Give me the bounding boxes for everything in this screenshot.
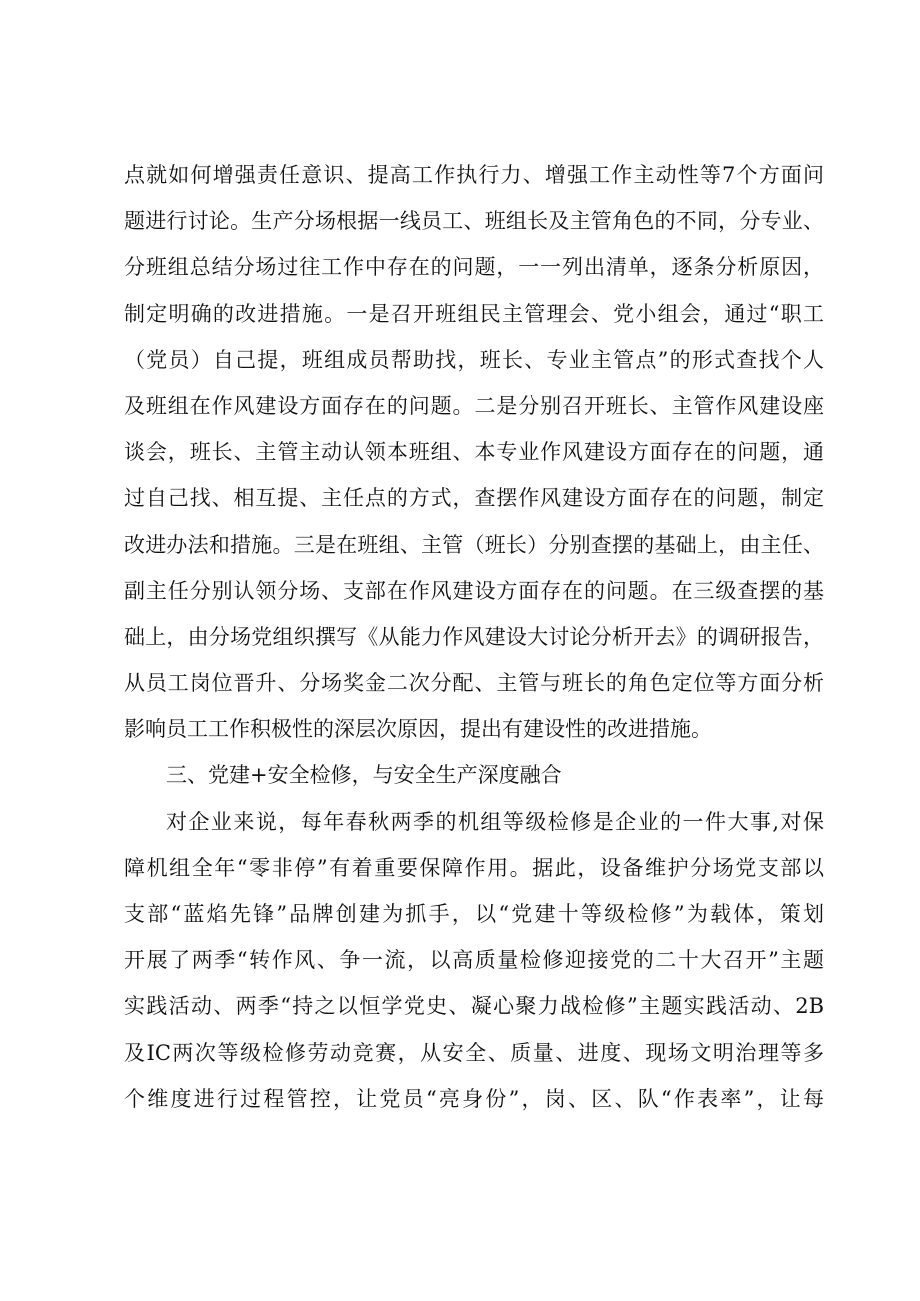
text-line: 实践活动、两季“持之以恒学党史、凝心聚力战检修”主题实践活动、2B <box>124 994 824 1019</box>
section-heading <box>124 752 824 798</box>
text-line: 题进行讨论。生产分场根据一线员工、班组长及主管角色的不同，分专业、 <box>124 209 824 234</box>
text-line: 础上，由分场党组织撰写《从能力作风建设大讨论分析开去》的调研报告， <box>124 624 824 649</box>
text-line: 制定明确的改进措施。一是召开班组民主管理会、党小组会，通过“职工 <box>124 301 824 326</box>
paragraph-2 <box>124 799 824 1122</box>
text-line: 点就如何增强责任意识、提高工作执行力、增强工作主动性等7个方面问 <box>124 163 824 187</box>
text-line: 影响员工工作积极性的深层次原因，提出有建设性的改进措施。 <box>124 717 712 742</box>
text-line: 改进办法和措施。三是在班组、主管（班长）分别查摆的基础上，由主任、 <box>124 532 824 557</box>
text-line: 对企业来说，每年春秋两季的机组等级检修是企业的一件大事,对保 <box>166 809 824 834</box>
text-line: 障机组全年“零非停”有着重要保障作用。据此，设备维护分场党支部以 <box>124 855 824 880</box>
document-body <box>124 152 824 1122</box>
text-line: 过自己找、相互提、主任点的方式，查摆作风建设方面存在的问题，制定 <box>124 486 824 511</box>
paragraph-1 <box>124 152 824 752</box>
heading-text: 三、党建+安全检修，与安全生产深度融合 <box>166 763 562 788</box>
text-line: 及班组在作风建设方面存在的问题。二是分别召开班长、主管作风建设座 <box>124 393 824 418</box>
text-line: 支部“蓝焰先锋”品牌创建为抓手，以“党建十等级检修”为载体，策划 <box>124 902 824 926</box>
text-line: 谈会，班长、主管主动认领本班组、本专业作风建设方面存在的问题，通 <box>124 440 824 465</box>
text-line: 副主任分别认领分场、支部在作风建设方面存在的问题。在三级查摆的基 <box>124 578 824 603</box>
text-line: 开展了两季“转作风、争一流，以高质量检修迎接党的二十大召开”主题 <box>124 948 824 973</box>
text-line: 及IC两次等级检修劳动竞赛，从安全、质量、进度、现场文明治理等多 <box>124 1040 824 1065</box>
text-line: 分班组总结分场过往工作中存在的问题，一一列出清单，逐条分析原因， <box>124 255 824 280</box>
text-line: 个维度进行过程管控，让党员“亮身份”，岗、区、队“作表率”，让每 <box>124 1086 824 1111</box>
text-line: （党员）自己提，班组成员帮助找，班长、专业主管点”的形式查找个人 <box>124 347 824 372</box>
text-line: 从员工岗位晋升、分场奖金二次分配、主管与班长的角色定位等方面分析 <box>124 671 824 696</box>
